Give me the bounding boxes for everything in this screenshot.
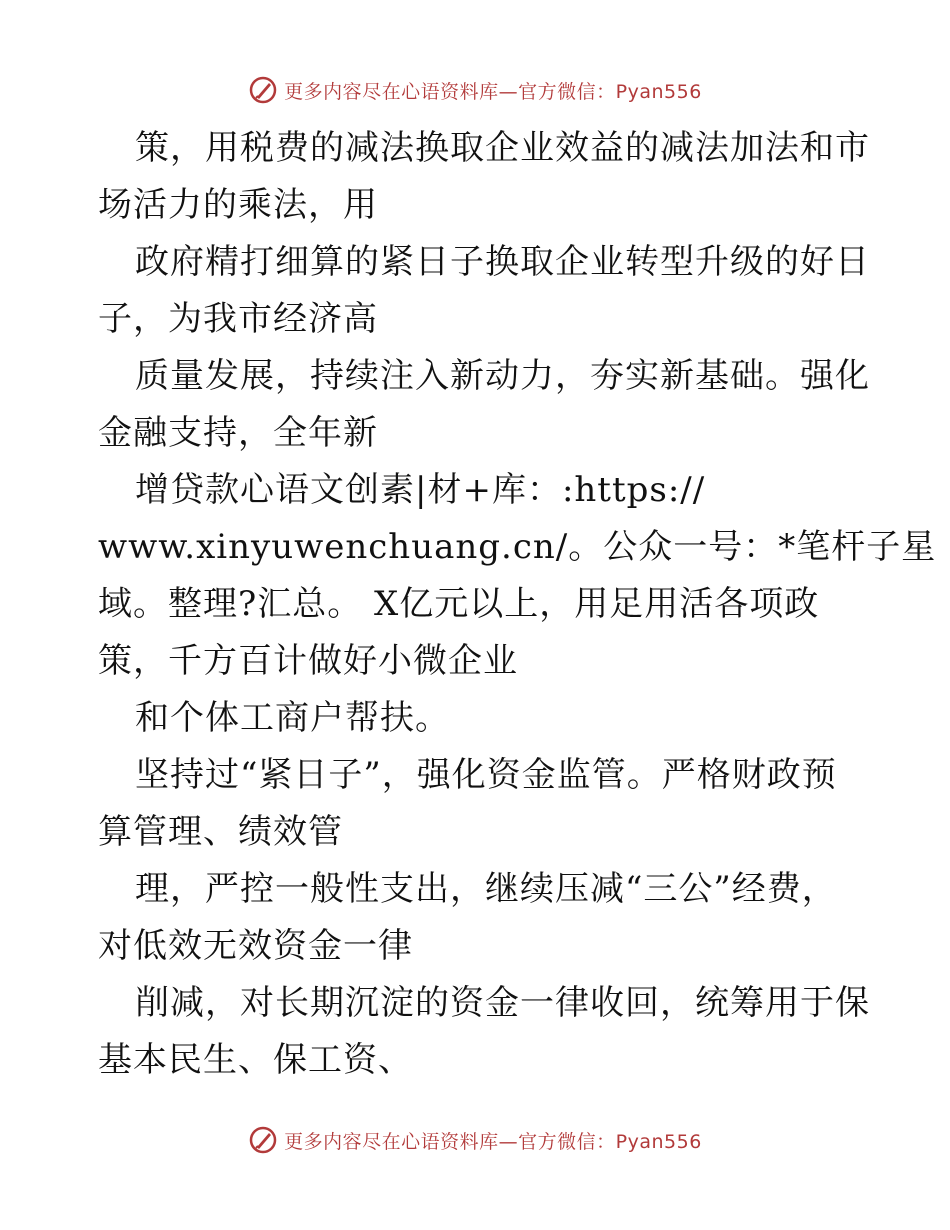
paragraph-line: 子，为我市经济高 [98,299,378,339]
paragraph-line: 策，千方百计做好小微企业 [98,641,518,681]
paragraph-line: 算管理、绩效管 [98,812,343,852]
paragraph-line: 金融支持，全年新 [98,413,378,453]
feather-pen-logo-icon [248,1125,278,1155]
header-banner [0,72,950,108]
paragraph-line: 坚持过“紧日子”，强化资金监管。严格财政预 [135,755,837,795]
paragraph-line: 策，用税费的减法换取企业效益的减法加法和市 [135,128,870,168]
document-body [98,120,937,1089]
feather-pen-logo-icon [248,75,278,105]
paragraph-line: 质量发展，持续注入新动力，夯实新基础。强化 [135,356,870,396]
paragraph-line: 场活力的乘法，用 [98,185,378,225]
paragraph-line: 削减，对长期沉淀的资金一律收回，统筹用于保 [135,983,870,1023]
paragraph-line: 基本民生、保工资、 [98,1040,413,1080]
paragraph-line: 域。整理?汇总。 X亿元以上，用足用活各项政 [98,584,820,624]
paragraph-line: 对低效无效资金一律 [98,926,413,966]
paragraph-line: 理，严控一般性支出，继续压减“三公”经费， [135,869,837,909]
header-banner-text: 更多内容尽在心语资料库—官方微信：Pyan556 [284,80,702,103]
paragraph-line: 增贷款心语文创素|材+库：:https:// [135,470,706,510]
paragraph-line: www.xinyuwenchuang.cn/。公众一号：*笔杆子星 [98,527,937,567]
footer-banner-text: 更多内容尽在心语资料库—官方微信：Pyan556 [284,1130,702,1153]
paragraph-line: 政府精打细算的紧日子换取企业转型升级的好日 [135,242,870,282]
footer-banner [0,1122,950,1158]
paragraph-line: 和个体工商户帮扶。 [135,698,450,738]
